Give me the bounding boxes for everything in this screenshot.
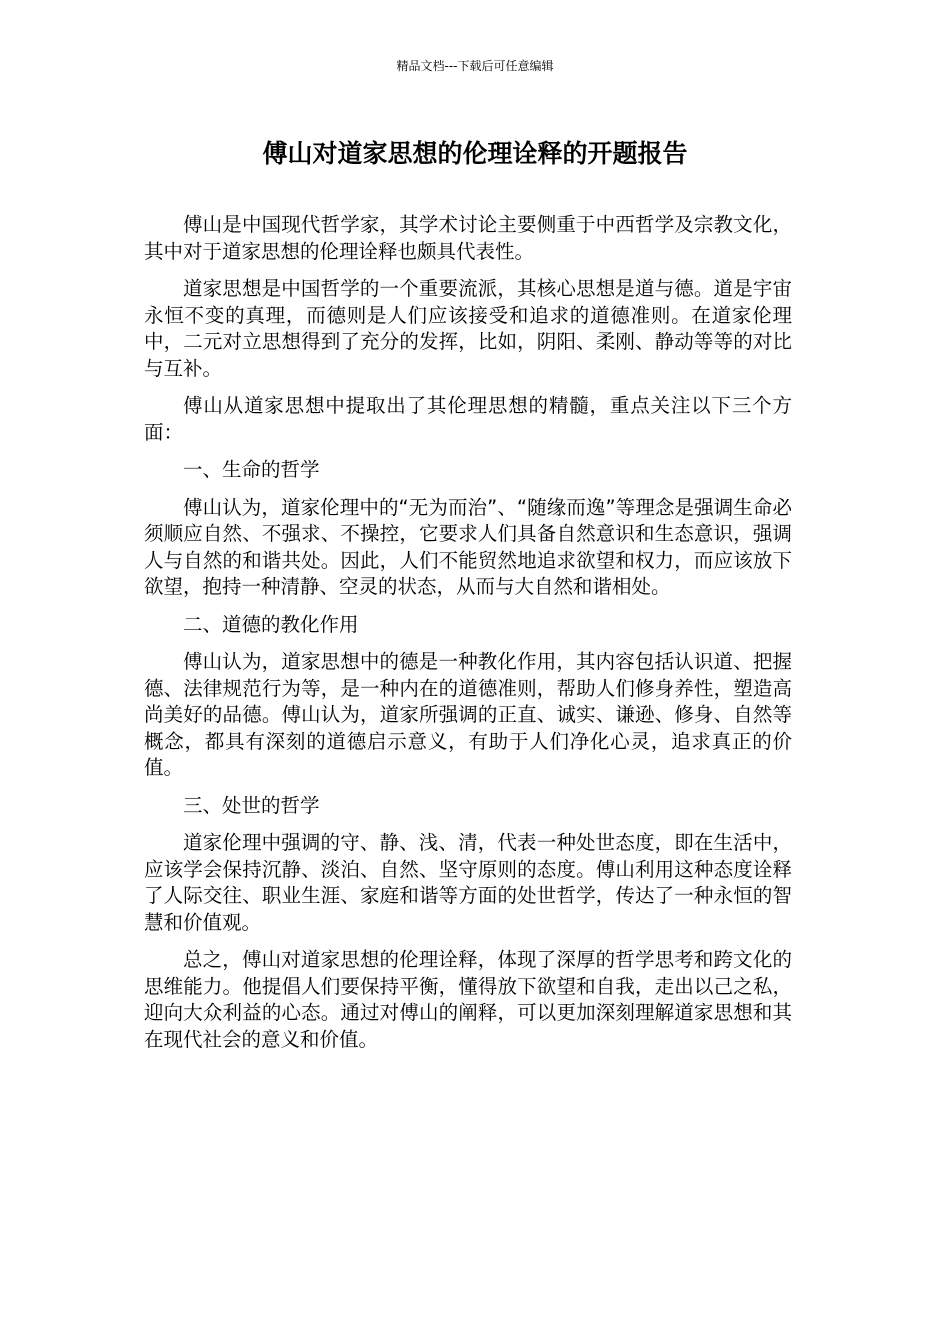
section-heading-life-philosophy: 一、生命的哲学 xyxy=(183,458,320,481)
paragraph-conclusion: 总之，傅山对道家思想的伦理诠释，体现了深厚的哲学思考和跨文化的思维能力。他提倡人们要保持平衡，懂得放下欲望和自我，走出以己之私，迎向大众利益的心态。通过对傅山的阐释，可以更加深刻理解道家思想和其在现代社会的意义和价值。 xyxy=(144,948,792,1051)
section-heading-moral-education: 二、道德的教化作用 xyxy=(183,612,359,636)
paragraph-life-philosophy: 傅山认为，道家伦理中的“无为而治”、“随缘而逸”等理念是强调生命必须顺应自然、不强求、不操控，它要求人们具备自然意识和生态意识，强调人与自然的和谐共处。因此，人们不能贸然地追求欲望和权力，而应该放下欲望，抱持一种清静、空灵的状态，从而与大自然和谐相处。 xyxy=(144,495,792,598)
header-note: 精品文档---下载后可任意编辑 xyxy=(396,59,554,73)
paragraph-intro: 傅山是中国现代哲学家，其学术讨论主要侧重于中西哲学及宗教文化，其中对于道家思想的伦理诠释也颇具代表性。 xyxy=(144,213,792,263)
section-heading-worldly-philosophy: 三、处世的哲学 xyxy=(183,793,320,817)
document-body xyxy=(144,212,792,1064)
paragraph-three-aspects: 傅山从道家思想中提取出了其伦理思想的精髓，重点关注以下三个方面： xyxy=(144,394,792,444)
paragraph-moral-education: 傅山认为，道家思想中的德是一种教化作用，其内容包括认识道、把握德、法律规范行为等，是一种内在的道德准则，帮助人们修身养性，塑造高尚美好的品德。傅山认为，道家所强调的正直、诚实、谦逊、修身、自然等概念，都具有深刻的道德启示意义，有助于人们净化心灵，追求真正的价值。 xyxy=(144,650,792,779)
paragraph-daoist-thought: 道家思想是中国哲学的一个重要流派，其核心思想是道与德。道是宇宙永恒不变的真理，而德则是人们应该接受和追求的道德准则。在道家伦理中，二元对立思想得到了充分的发挥，比如，阴阳、柔刚、静动等等的对比与互补。 xyxy=(144,277,792,380)
paragraph-worldly-philosophy: 道家伦理中强调的守、静、浅、清，代表一种处世态度，即在生活中，应该学会保持沉静、淡泊、自然、坚守原则的态度。傅山利用这种态度诠释了人际交往、职业生涯、家庭和谐等方面的处世哲学，传达了一种永恒的智慧和价值观。 xyxy=(144,831,792,934)
document-title: 傅山对道家思想的伦理诠释的开题报告 xyxy=(262,139,688,168)
